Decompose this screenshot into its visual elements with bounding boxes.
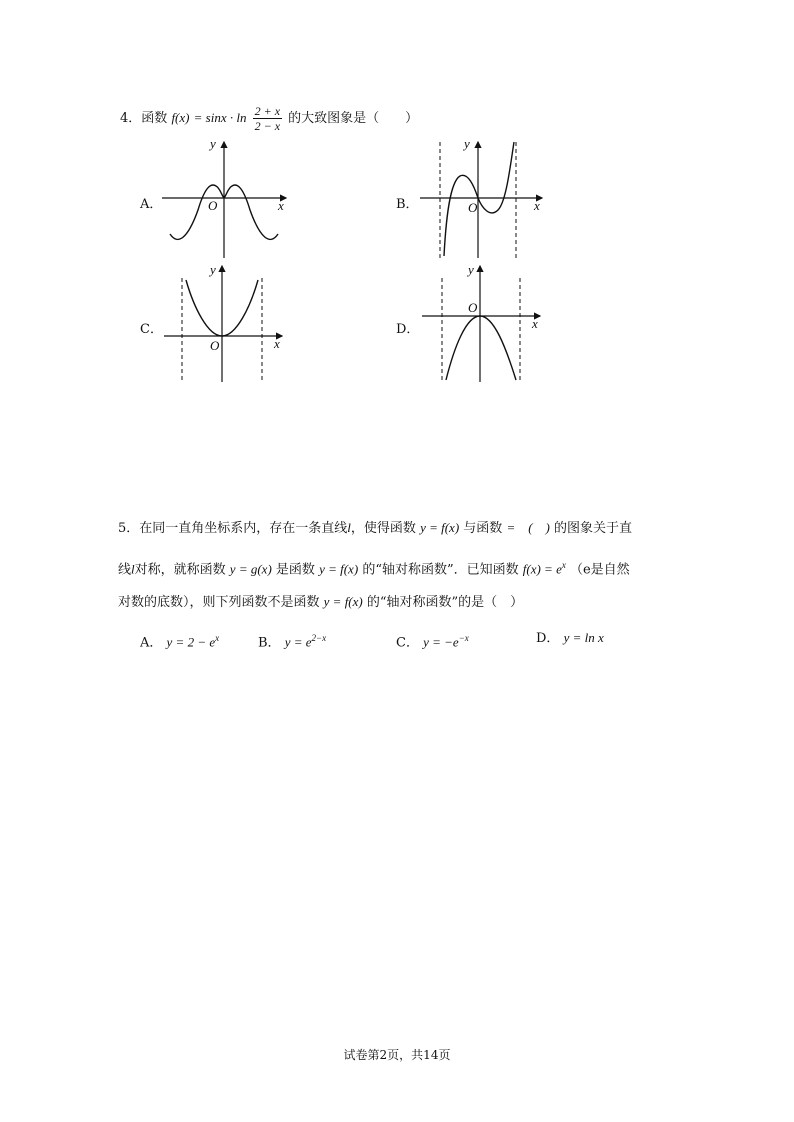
- log-fraction: [253, 104, 282, 133]
- y-axis-label: y: [468, 262, 474, 277]
- q5-option-b[interactable]: [258, 628, 326, 653]
- option-expression: y = e: [284, 634, 312, 650]
- q5-text: 与函数: [463, 521, 503, 536]
- question-number: 4．: [120, 111, 142, 126]
- line-l: l: [131, 561, 135, 577]
- origin-label: O: [210, 338, 220, 353]
- q5-text: 对数的底数），则下列函数不是函数: [118, 595, 320, 610]
- origin-label: O: [468, 200, 478, 215]
- exponent: x: [215, 633, 220, 643]
- line-l: l: [347, 520, 351, 535]
- q5-text: 对称，就称函数: [134, 562, 226, 578]
- function-name: f(x): [171, 110, 190, 125]
- y-axis-label: y: [210, 138, 216, 151]
- q5-option-a[interactable]: [140, 628, 219, 653]
- curve: [444, 142, 514, 256]
- question-5-line-2: [118, 555, 630, 580]
- option-b-label[interactable]: B．: [396, 197, 419, 212]
- option-a-label[interactable]: A．: [140, 197, 163, 212]
- graph-option-c[interactable]: [160, 262, 290, 384]
- graph-option-d[interactable]: [418, 262, 548, 384]
- curve: [446, 316, 516, 380]
- question-4-stem: [120, 104, 418, 133]
- option-expression: y = −e: [423, 634, 459, 650]
- q5-option-c[interactable]: [396, 628, 469, 653]
- exponent: x: [561, 560, 566, 570]
- q5-text: 线: [118, 562, 132, 578]
- option-label: D．: [536, 631, 560, 646]
- option-c-label[interactable]: C．: [140, 322, 163, 337]
- question-tail: 的大致图象是（ ）: [288, 111, 419, 126]
- q5-option-d[interactable]: [536, 628, 604, 649]
- function-f-definition: f(x) = e: [522, 561, 562, 577]
- fraction-numerator: 2 + x: [254, 104, 281, 118]
- q5-text: （e是自然: [569, 562, 630, 578]
- function-g: y = g(x): [229, 561, 272, 577]
- option-label: B．: [258, 635, 281, 651]
- x-axis-label: x: [532, 316, 538, 331]
- question-5-line-1: [118, 518, 632, 539]
- y-axis-label: y: [210, 262, 216, 277]
- function-f: y = f(x): [323, 594, 363, 609]
- function-blank: = ( ): [506, 520, 550, 535]
- function-f: y = f(x): [420, 520, 460, 535]
- option-label: C．: [396, 635, 419, 651]
- q5-text: 的图象关于直: [554, 521, 633, 536]
- x-axis-label: x: [534, 198, 540, 213]
- q5-text: ，使得函数: [350, 521, 416, 536]
- q5-text: 的“轴对称函数”．已知函数: [362, 562, 519, 578]
- q5-text: 是函数: [275, 562, 315, 578]
- question-5-line-3: [118, 592, 523, 613]
- function-f: y = f(x): [319, 561, 359, 577]
- x-axis-label: x: [278, 198, 284, 213]
- graph-option-b[interactable]: [416, 138, 550, 260]
- origin-label: O: [208, 198, 218, 213]
- option-label: A．: [140, 635, 163, 651]
- option-expression: y = ln x: [563, 630, 604, 645]
- fraction-denominator: 2 − x: [254, 119, 281, 133]
- y-axis-label: y: [464, 138, 470, 151]
- graph-option-a[interactable]: [158, 138, 298, 260]
- exponent: 2−x: [311, 633, 327, 643]
- exponent: −x: [458, 633, 469, 643]
- option-expression: y = 2 − e: [166, 634, 216, 650]
- origin-label: O: [468, 300, 478, 315]
- x-axis-label: x: [274, 336, 280, 351]
- page-footer: 试卷第2页，共14页: [343, 1048, 451, 1062]
- q5-text: 的“轴对称函数”的是（ ）: [366, 595, 524, 610]
- function-equation: = sinx · ln: [193, 110, 247, 125]
- q5-text: 5．在同一直角坐标系内，存在一条直线: [118, 521, 348, 536]
- question-lead: 函数: [141, 111, 168, 126]
- option-d-label[interactable]: D．: [396, 322, 420, 337]
